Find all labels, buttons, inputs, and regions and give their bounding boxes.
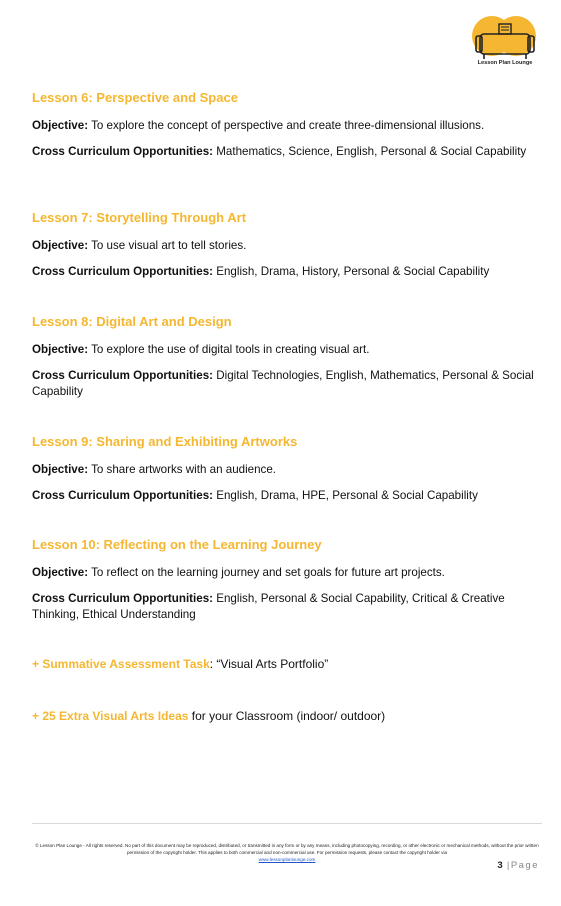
lesson-10 <box>32 537 538 623</box>
cross-curriculum-label: Cross Curriculum Opportunities: <box>32 369 214 382</box>
objective-label: Objective: <box>32 239 89 252</box>
lesson-title: Lesson 8: Digital Art and Design <box>32 314 232 329</box>
lesson-title: Lesson 9: Sharing and Exhibiting Artworks <box>32 434 298 449</box>
website-link[interactable]: www.lessonplanlounge.com <box>258 857 316 862</box>
copyright-text: © Lesson Plan Lounge - All rights reserved. No part of this document may be reproduced, distributed, or transmitted in any form or by any means, including photocopying, recording, or other electronic or mechanical methods, without the prior written permission of the copyright holder. This applies to both commercial and non-commercial use. For permission requests, please contact the copyright holder via <box>35 843 539 855</box>
objective <box>32 118 538 134</box>
page-number <box>497 860 539 871</box>
lesson-title: Lesson 6: Perspective and Space <box>32 90 238 105</box>
objective <box>32 462 538 478</box>
objective <box>32 565 538 581</box>
lesson-title: Lesson 7: Storytelling Through Art <box>32 210 247 225</box>
cross-curriculum-text: Mathematics, Science, English, Personal & Social Capability <box>216 145 527 158</box>
objective-label: Objective: <box>32 119 89 132</box>
objective <box>32 238 538 254</box>
objective-label: Objective: <box>32 343 89 356</box>
cross-curriculum-label: Cross Curriculum Opportunities: <box>32 489 214 502</box>
footer-divider <box>32 823 542 824</box>
summative-assessment-link[interactable]: + Summative Assessment Task <box>32 657 210 671</box>
lesson-7 <box>32 210 538 280</box>
objective-text: To explore the concept of perspective and create three-dimensional illusions. <box>91 119 485 132</box>
cross-curriculum-text: Digital Technologies, English, Mathematics, Personal & Social Capability <box>32 369 534 398</box>
cross-curriculum-text: English, Personal & Social Capability, Critical & Creative Thinking, Ethical Understanding <box>32 592 505 621</box>
page-number-value: 3 <box>497 860 503 871</box>
summative-assessment-line <box>32 656 328 672</box>
lesson-8 <box>32 314 538 400</box>
cross-curriculum-text: English, Drama, History, Personal & Social Capability <box>216 265 490 278</box>
cross-curriculum <box>32 368 538 400</box>
objective-text: To explore the use of digital tools in creating visual art. <box>91 343 370 356</box>
lesson-9 <box>32 434 538 504</box>
objective-label: Objective: <box>32 463 89 476</box>
cross-curriculum <box>32 144 538 160</box>
objective-text: To reflect on the learning journey and set goals for future art projects. <box>91 566 445 579</box>
copyright-notice <box>32 842 542 863</box>
cross-curriculum-label: Cross Curriculum Opportunities: <box>32 592 214 605</box>
lesson-title: Lesson 10: Reflecting on the Learning Journey <box>32 537 322 552</box>
lesson-6 <box>32 90 538 160</box>
logo-text: Lesson Plan Lounge <box>477 60 533 66</box>
cross-curriculum <box>32 591 538 623</box>
objective-label: Objective: <box>32 566 89 579</box>
summative-assessment-title: : “Visual Arts Portfolio” <box>209 657 329 671</box>
extra-ideas-line <box>32 708 385 724</box>
page-separator: | <box>506 860 511 871</box>
objective <box>32 342 538 358</box>
page-label: Page <box>510 860 539 871</box>
cross-curriculum <box>32 264 538 280</box>
cross-curriculum <box>32 488 538 504</box>
objective-text: To share artworks with an audience. <box>91 463 277 476</box>
cross-curriculum-label: Cross Curriculum Opportunities: <box>32 265 214 278</box>
extra-ideas-text: for your Classroom (indoor/ outdoor) <box>188 709 386 723</box>
extra-ideas-link[interactable]: + 25 Extra Visual Arts Ideas <box>32 709 189 723</box>
cross-curriculum-label: Cross Curriculum Opportunities: <box>32 145 214 158</box>
cross-curriculum-text: English, Drama, HPE, Personal & Social Capability <box>216 489 478 502</box>
objective-text: To use visual art to tell stories. <box>91 239 247 252</box>
